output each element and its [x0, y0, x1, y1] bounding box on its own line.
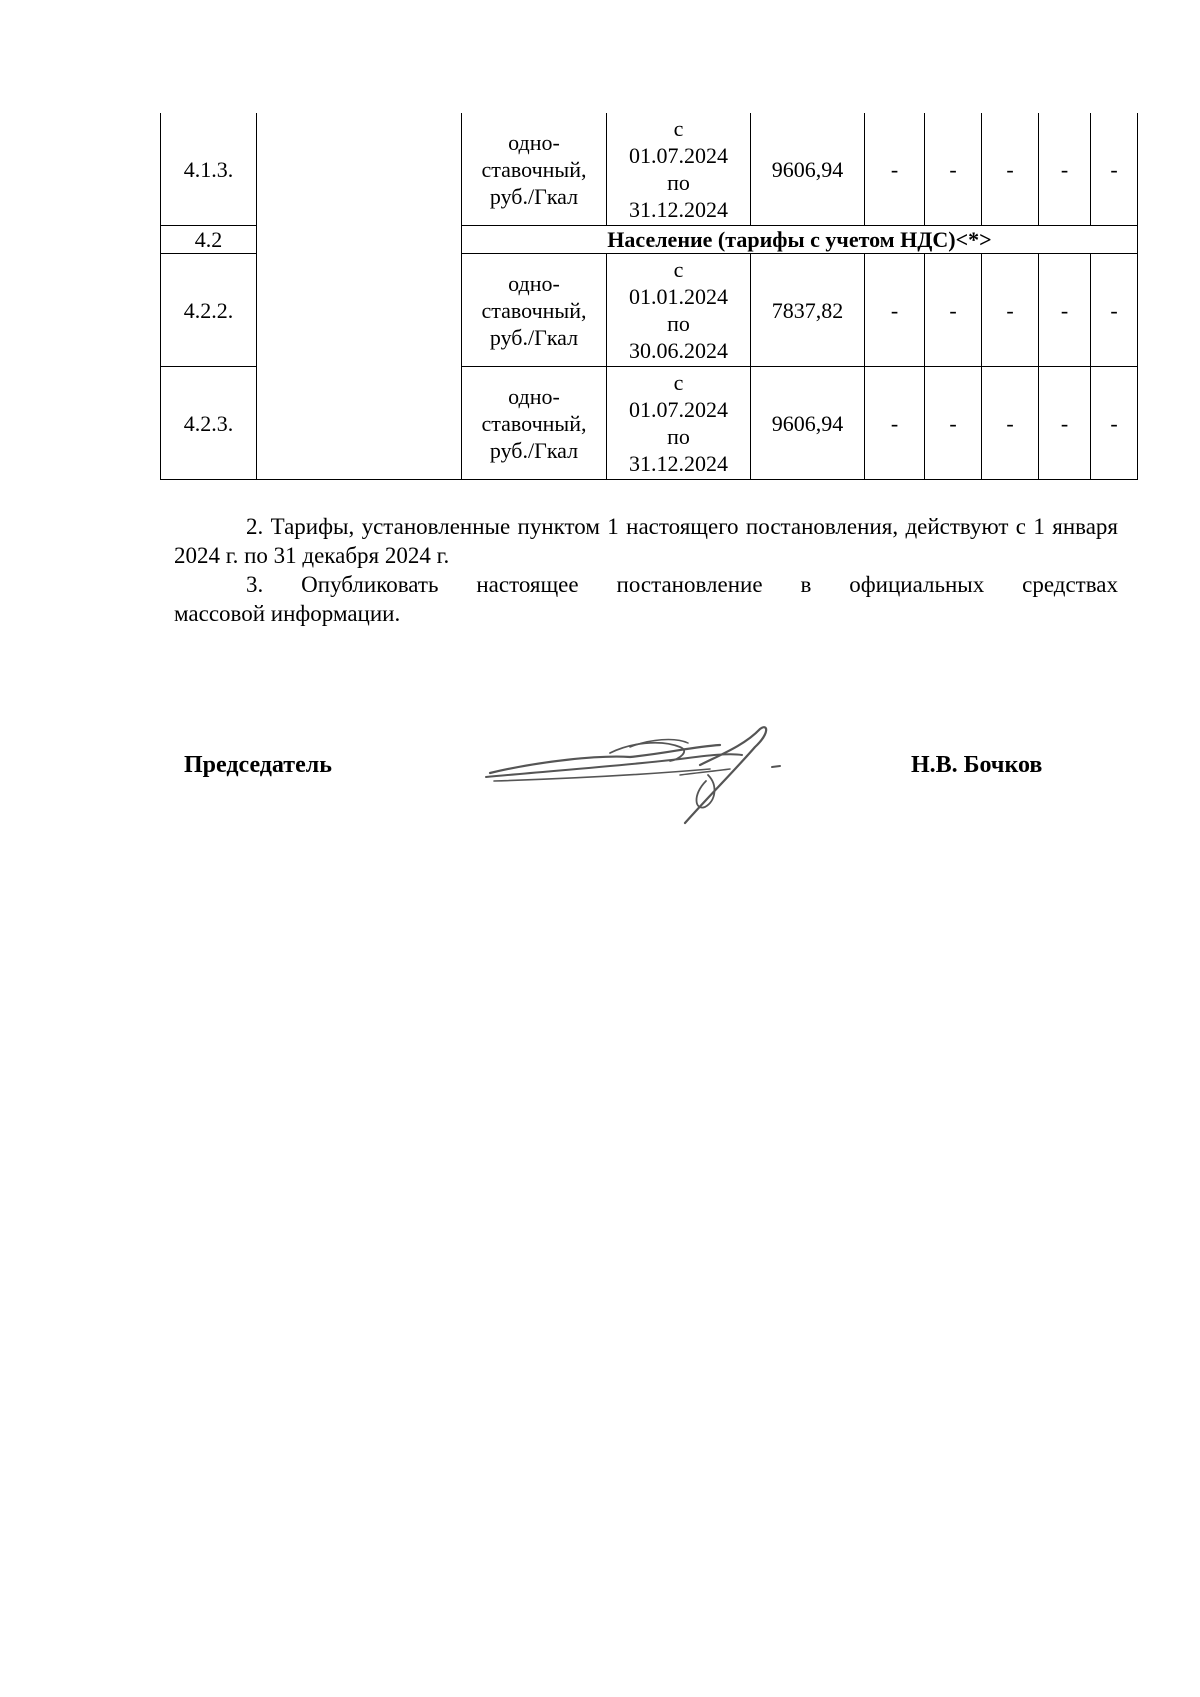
tariff-type-line: одно- [508, 270, 560, 296]
tariff-table-body [161, 113, 1138, 480]
signatory-title: Председатель [184, 752, 332, 778]
period-line: по [667, 424, 690, 449]
dash-cell: - [1091, 113, 1138, 226]
tariff-type-line: ставочный, [481, 410, 587, 436]
paragraph-3-line-1-text: 3. Опубликовать настоящее постановление в официальных средствах [246, 572, 1118, 597]
dash-cell: - [925, 254, 982, 367]
dash-cell: - [1091, 254, 1138, 367]
empty-cell [257, 113, 462, 480]
tariff-value-cell: 9606,94 [751, 113, 865, 226]
period-line: по [667, 170, 690, 195]
period-line: 01.07.2024 [629, 397, 728, 422]
section-title-cell: Население (тарифы с учетом НДС)<*> [462, 226, 1138, 254]
dash-cell: - [925, 113, 982, 226]
tariff-type-line: одно- [508, 383, 560, 409]
tariff-type-cell [462, 367, 607, 480]
period-line: с [673, 370, 684, 395]
tariff-type-line: руб./Гкал [489, 183, 579, 209]
tariff-type-cell [462, 113, 607, 226]
paragraph-3 [174, 570, 1118, 628]
row-number-cell: 4.2.2. [161, 254, 257, 367]
row-number-cell: 4.1.3. [161, 113, 257, 226]
period-line: по [667, 311, 690, 336]
tariff-type-line: одно- [508, 129, 560, 155]
tariff-type-line: руб./Гкал [489, 324, 579, 350]
tariff-table [160, 113, 1138, 480]
dash-cell: - [865, 367, 925, 480]
tariff-value-cell: 7837,82 [751, 254, 865, 367]
tariff-value-cell: 9606,94 [751, 367, 865, 480]
table-row [161, 113, 1138, 226]
dash-cell: - [865, 254, 925, 367]
period-cell [607, 113, 751, 226]
paragraph-3-line-1 [174, 570, 1118, 599]
dash-cell: - [982, 254, 1039, 367]
period-cell [607, 367, 751, 480]
tariff-type-line: ставочный, [481, 156, 587, 182]
period-cell [607, 254, 751, 367]
paragraph-2 [174, 512, 1118, 570]
period-line: 31.12.2024 [629, 197, 728, 222]
period-line: 30.06.2024 [629, 338, 728, 363]
dash-cell: - [1039, 254, 1091, 367]
dash-cell: - [982, 113, 1039, 226]
period-line: с [673, 257, 684, 282]
period-line: 01.01.2024 [629, 284, 728, 309]
dash-cell: - [1039, 113, 1091, 226]
paragraph-2-text: 2. Тарифы, установленные пунктом 1 настоящего постановления, действуют с 1 января 2024 г. по 31 декабря 2024 г. [174, 514, 1118, 568]
period-line: 01.07.2024 [629, 143, 728, 168]
period-line: 31.12.2024 [629, 451, 728, 476]
tariff-type-cell [462, 254, 607, 367]
dash-cell: - [982, 367, 1039, 480]
tariff-type-line: ставочный, [481, 297, 587, 323]
signatory-name: Н.В. Бочков [911, 752, 1043, 778]
row-number-cell: 4.2.3. [161, 367, 257, 480]
dash-cell: - [925, 367, 982, 480]
handwritten-signature [480, 725, 800, 825]
dash-cell: - [1039, 367, 1091, 480]
row-number-cell: 4.2 [161, 226, 257, 254]
dash-cell: - [865, 113, 925, 226]
dash-cell: - [1091, 367, 1138, 480]
tariff-type-line: руб./Гкал [489, 437, 579, 463]
period-line: с [673, 116, 684, 141]
paragraph-3-line-2: массовой информации. [174, 601, 401, 626]
